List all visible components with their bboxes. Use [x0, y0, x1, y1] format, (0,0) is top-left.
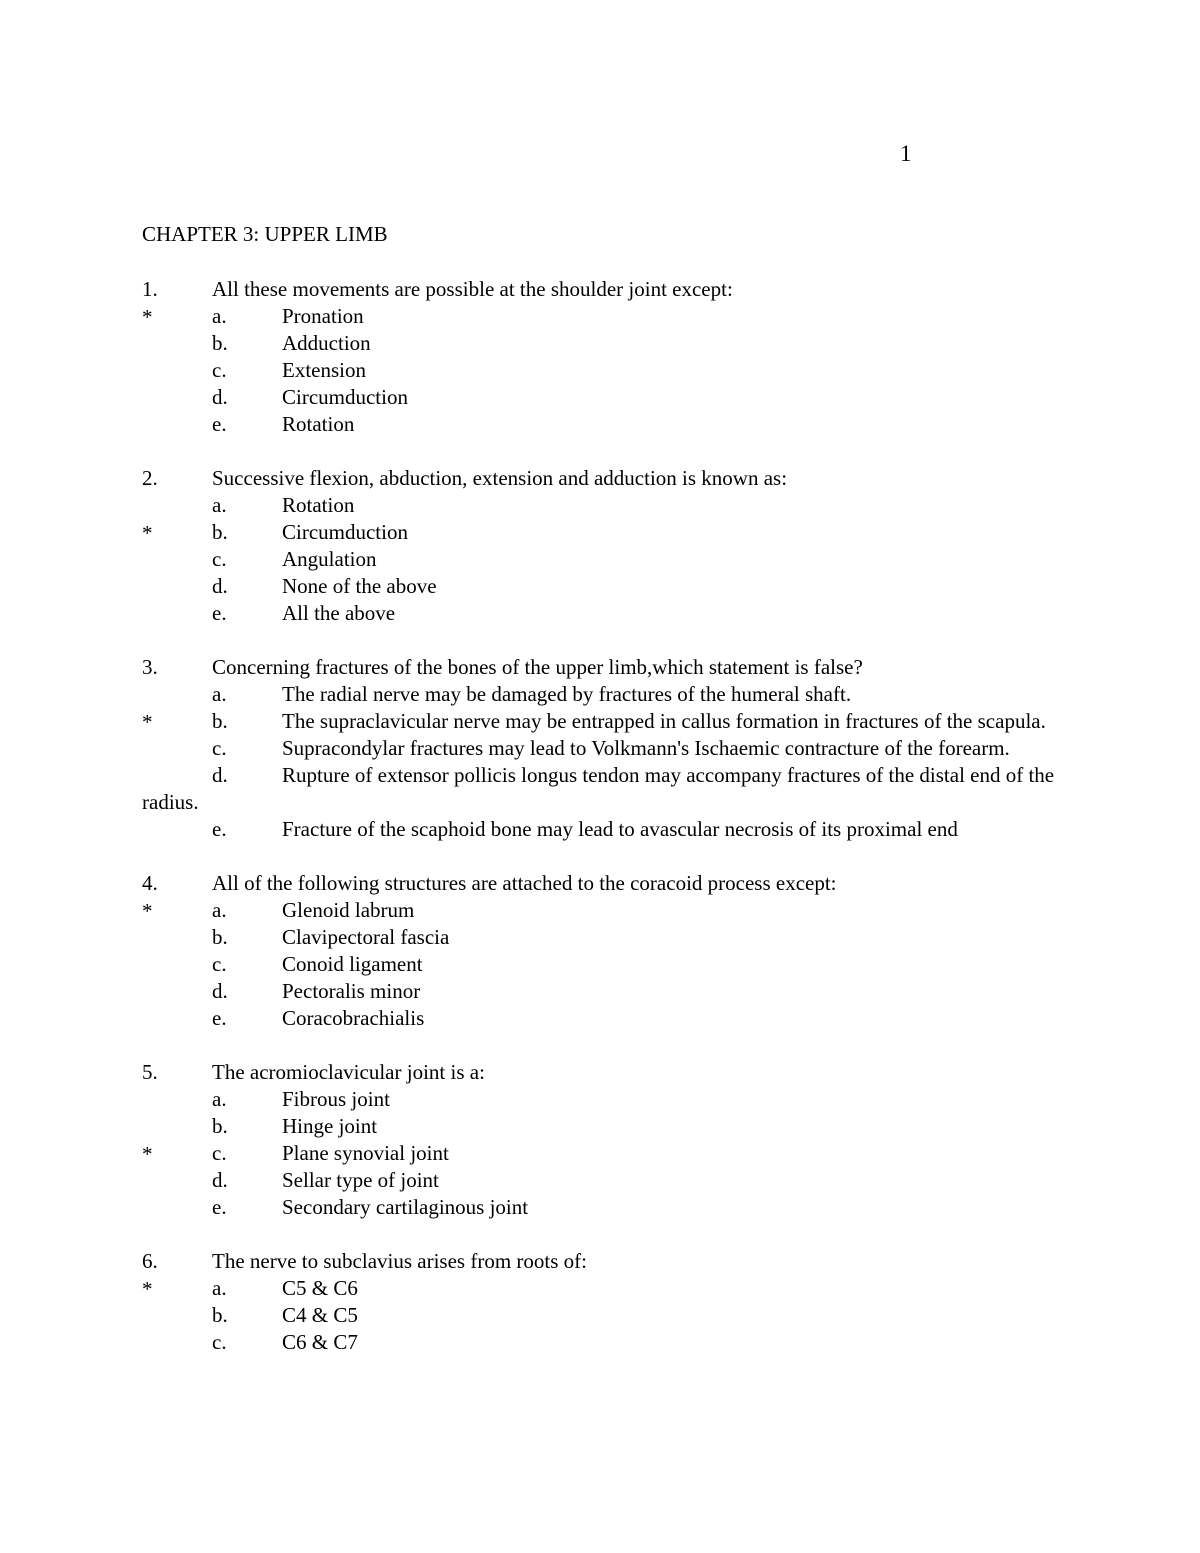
option-letter: a.	[212, 493, 227, 517]
option-text: Coracobrachialis	[282, 1006, 425, 1030]
option-letter: b.	[212, 1303, 228, 1327]
question-2	[142, 465, 1072, 627]
option-row	[142, 735, 1072, 762]
option-letter: c.	[212, 358, 227, 382]
option-row	[142, 1167, 1072, 1194]
question-3	[142, 654, 1072, 843]
option-row	[142, 519, 1072, 546]
option-letter: e.	[212, 1006, 227, 1030]
question-5	[142, 1059, 1072, 1221]
option-text: C6 & C7	[282, 1330, 358, 1354]
option-text: All the above	[282, 601, 396, 625]
option-row	[142, 384, 1072, 411]
option-letter: a.	[212, 1087, 227, 1111]
document-body	[142, 221, 1072, 1383]
page-number: 1	[900, 141, 912, 166]
option-text: Conoid ligament	[282, 952, 423, 976]
option-row	[142, 762, 1072, 816]
option-letter: e.	[212, 601, 227, 625]
option-text: Pectoralis minor	[282, 979, 421, 1003]
answer-marker: *	[142, 710, 153, 734]
option-letter: b.	[212, 709, 228, 733]
option-letter: c.	[212, 1330, 227, 1354]
option-row	[142, 357, 1072, 384]
option-row	[142, 978, 1072, 1005]
option-row	[142, 411, 1072, 438]
option-text: Supracondylar fractures may lead to Volkmann's Ischaemic contracture of the forearm.	[282, 736, 1010, 760]
option-letter: d.	[212, 979, 228, 1003]
option-text: The radial nerve may be damaged by fractures of the humeral shaft.	[282, 682, 852, 706]
option-row	[142, 492, 1072, 519]
option-row	[142, 303, 1072, 330]
option-text: C5 & C6	[282, 1276, 358, 1300]
option-letter: d.	[212, 1168, 228, 1192]
question-stem	[142, 870, 1072, 897]
option-text: Fibrous joint	[282, 1087, 390, 1111]
chapter-title: CHAPTER 3: UPPER LIMB	[142, 222, 388, 246]
option-text: Rupture of extensor pollicis longus tendon may accompany fractures of the distal end of the radius.	[142, 763, 1055, 814]
option-row	[142, 708, 1072, 735]
question-stem	[142, 465, 1072, 492]
question-number: 2.	[142, 466, 158, 490]
option-letter: a.	[212, 304, 227, 328]
option-row	[142, 1113, 1072, 1140]
question-text: All of the following structures are attached to the coracoid process except:	[212, 871, 837, 895]
option-letter: a.	[212, 1276, 227, 1300]
question-stem	[142, 1248, 1072, 1275]
option-row	[142, 573, 1072, 600]
option-row	[142, 951, 1072, 978]
option-row	[142, 1140, 1072, 1167]
option-letter: c.	[212, 736, 227, 760]
option-letter: d.	[212, 763, 228, 787]
option-letter: e.	[212, 817, 227, 841]
option-text: Sellar type of joint	[282, 1168, 439, 1192]
option-letter: b.	[212, 331, 228, 355]
option-row	[142, 1086, 1072, 1113]
option-row	[142, 330, 1072, 357]
option-letter: d.	[212, 385, 228, 409]
option-text: Pronation	[282, 304, 364, 328]
option-text: Circumduction	[282, 385, 408, 409]
question-1	[142, 276, 1072, 438]
option-text: Plane synovial joint	[282, 1141, 449, 1165]
question-text: Successive flexion, abduction, extension and adduction is known as:	[212, 466, 788, 490]
option-row	[142, 546, 1072, 573]
option-text: Adduction	[282, 331, 371, 355]
option-text: Angulation	[282, 547, 377, 571]
option-letter: d.	[212, 574, 228, 598]
question-stem	[142, 654, 1072, 681]
option-row	[142, 897, 1072, 924]
answer-marker: *	[142, 1142, 153, 1166]
question-number: 3.	[142, 655, 158, 679]
question-6	[142, 1248, 1072, 1356]
option-text: Glenoid labrum	[282, 898, 415, 922]
option-letter: b.	[212, 1114, 228, 1138]
option-row	[142, 1329, 1072, 1356]
question-stem	[142, 1059, 1072, 1086]
option-text: The supraclavicular nerve may be entrapped in callus formation in fractures of the scapula.	[282, 709, 1046, 733]
option-letter: a.	[212, 898, 227, 922]
option-letter: a.	[212, 682, 227, 706]
option-row	[142, 1005, 1072, 1032]
question-text: The nerve to subclavius arises from roots of:	[212, 1249, 587, 1273]
question-number: 5.	[142, 1060, 158, 1084]
option-text: C4 & C5	[282, 1303, 358, 1327]
answer-marker: *	[142, 899, 153, 923]
option-text: Rotation	[282, 493, 355, 517]
answer-marker: *	[142, 1277, 153, 1301]
question-4	[142, 870, 1072, 1032]
question-stem	[142, 276, 1072, 303]
option-letter: b.	[212, 925, 228, 949]
option-row	[142, 600, 1072, 627]
option-letter: c.	[212, 1141, 227, 1165]
option-text: Hinge joint	[282, 1114, 378, 1138]
option-letter: b.	[212, 520, 228, 544]
option-text: Circumduction	[282, 520, 408, 544]
option-letter: e.	[212, 412, 227, 436]
option-text: Fracture of the scaphoid bone may lead to avascular necrosis of its proximal end	[282, 817, 958, 841]
option-letter: e.	[212, 1195, 227, 1219]
answer-marker: *	[142, 521, 153, 545]
question-number: 4.	[142, 871, 158, 895]
option-row	[142, 1275, 1072, 1302]
question-number: 1.	[142, 277, 158, 301]
question-text: All these movements are possible at the shoulder joint except:	[212, 277, 733, 301]
option-text: Extension	[282, 358, 366, 382]
option-row	[142, 816, 1072, 843]
option-text: Secondary cartilaginous joint	[282, 1195, 529, 1219]
question-number: 6.	[142, 1249, 158, 1273]
option-row	[142, 681, 1072, 708]
option-text: Rotation	[282, 412, 355, 436]
option-letter: c.	[212, 952, 227, 976]
option-letter: c.	[212, 547, 227, 571]
option-row	[142, 1194, 1072, 1221]
option-row	[142, 1302, 1072, 1329]
option-row	[142, 924, 1072, 951]
question-text: The acromioclavicular joint is a:	[212, 1060, 485, 1084]
option-text: Clavipectoral fascia	[282, 925, 450, 949]
answer-marker: *	[142, 305, 153, 329]
option-text: None of the above	[282, 574, 437, 598]
question-text: Concerning fractures of the bones of the upper limb,which statement is false?	[212, 655, 863, 679]
